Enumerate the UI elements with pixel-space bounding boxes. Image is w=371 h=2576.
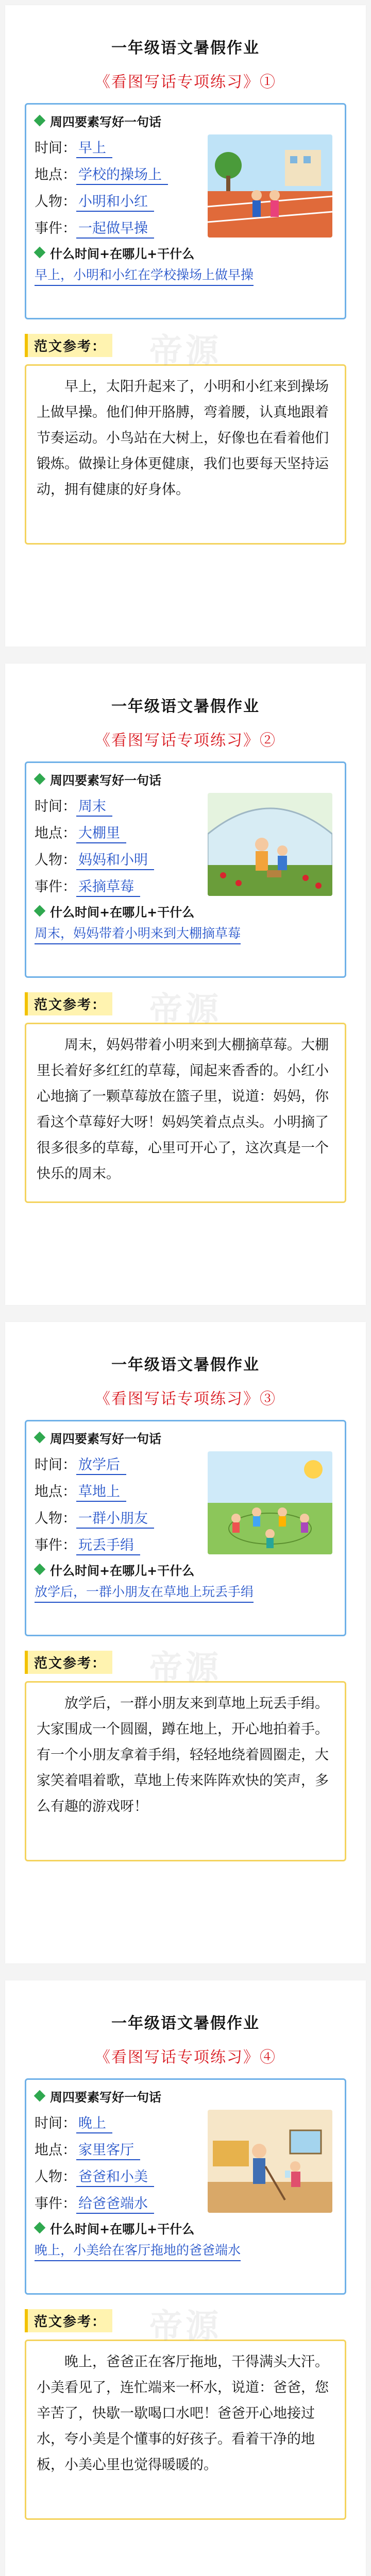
diamond-bullet-icon [34, 773, 46, 785]
field-value: 放学后 [76, 1456, 126, 1475]
essay-tag: 范文参考： [25, 2309, 112, 2332]
worksheet-subtitle: 《看图写话专项练习》③ [95, 1390, 276, 1408]
diamond-bullet-icon [34, 2090, 46, 2102]
field-label: 地点： [35, 825, 76, 841]
essay-card [25, 364, 346, 545]
essay-card [25, 1681, 346, 1861]
worksheet-subtitle: 《看图写话专项练习》④ [95, 2048, 276, 2066]
illustration-schoolyard [208, 134, 332, 238]
field-label: 人物： [35, 194, 76, 210]
worksheet-subtitle: 《看图写话专项练习》① [95, 73, 276, 91]
question-text: 周四要素写好一句话 [50, 772, 161, 788]
field-label: 人物： [35, 1511, 76, 1527]
essay-tag: 范文参考： [25, 334, 112, 357]
answer-sentence: 放学后，一群小朋友在草地上玩丢手绢 [35, 1582, 254, 1603]
question-heading [35, 112, 336, 129]
watermark: 帝源 [149, 990, 222, 1029]
field-value: 周末 [76, 798, 112, 817]
diamond-bullet-icon [34, 1432, 46, 1444]
worksheet-title: 一年级语文暑假作业 [111, 698, 260, 716]
field-value: 给爸爸端水 [76, 2195, 154, 2214]
field-value: 玩丢手绢 [76, 1537, 140, 1555]
field-value: 大棚里 [76, 825, 126, 843]
essay-text: 早上，太阳升起来了，小明和小红来到操场上做早操。他们伸开胳膊，弯着腰，认真地跟着节奏运动。小鸟站在大树上，好像也在看着他们锻炼。做操让身体更健康，我们也要每天坚持运动，拥有健康的好身体。 [37, 379, 329, 498]
diamond-bullet-icon [34, 905, 46, 917]
essay-text: 周末，妈妈带着小明来到大棚摘草莓。大棚里长着好多红红的草莓，闻起来香香的。小红小心地摘了一颗草莓放在篮子里，说道：妈妈，你看这个草莓好大呀！妈妈笑着点点头。小明摘了很多很多的草莓，心里可开心了，这次真是一个快乐的周末。 [37, 1037, 329, 1182]
question-card [25, 103, 346, 319]
answer-sentence: 早上，小明和小红在学校操场上做早操 [35, 265, 254, 286]
field-value: 晚上 [76, 2115, 112, 2133]
field-label: 事件： [35, 2196, 76, 2212]
worksheet-subtitle: 《看图写话专项练习》② [95, 732, 276, 750]
field-value: 一群小朋友 [76, 1510, 154, 1529]
diamond-bullet-icon [34, 247, 46, 259]
question-text: 什么时间+在哪儿+干什么 [50, 2221, 195, 2236]
worksheet-title: 一年级语文暑假作业 [111, 39, 260, 57]
question-card [25, 2078, 346, 2295]
watermark: 帝源 [149, 332, 222, 370]
question-text: 什么时间+在哪儿+干什么 [50, 1563, 195, 1578]
question-text: 周四要素写好一句话 [50, 1431, 161, 1446]
essay-text: 放学后，一群小朋友来到草地上玩丢手绢。大家围成一个圆圈，蹲在地上，开心地拍着手。有一个小朋友拿着手绢，轻轻地绕着圆圈走，大家笑着唱着歌，草地上传来阵阵欢快的笑声，多么有趣的游戏呀！ [37, 1696, 329, 1815]
question-heading [35, 770, 336, 788]
diamond-bullet-icon [34, 1564, 46, 1575]
field-label: 事件： [35, 879, 76, 895]
answer-sentence: 周末，妈妈带着小明来到大棚摘草莓 [35, 924, 241, 944]
question-heading [35, 244, 336, 261]
field-value: 爸爸和小美 [76, 2168, 154, 2187]
question-heading [35, 1561, 336, 1578]
field-label: 地点： [35, 2142, 76, 2158]
question-heading [35, 2087, 336, 2105]
worksheet [5, 664, 366, 1305]
worksheet-title: 一年级语文暑假作业 [111, 1356, 260, 1374]
field-label: 地点： [35, 1484, 76, 1500]
field-label: 事件： [35, 221, 76, 236]
essay-card [25, 1023, 346, 1203]
watermark: 帝源 [149, 1649, 222, 1687]
field-value: 家里客厅 [76, 2142, 140, 2160]
field-value: 早上 [76, 140, 112, 158]
question-text: 周四要素写好一句话 [50, 2089, 161, 2105]
field-value: 妈妈和小明 [76, 852, 154, 870]
essay-tag: 范文参考： [25, 1651, 112, 1674]
essay-text: 晚上，爸爸正在客厅拖地，干得满头大汗。小美看见了，连忙端来一杯水，说道：爸爸，您辛苦了，快歇一歇喝口水吧！爸爸开心地接过水，夸小美是个懂事的好孩子。看着干净的地板，小美心里也觉得暖暖的。 [37, 2354, 329, 2473]
question-heading [35, 1429, 336, 1446]
illustration-livingroom [208, 2110, 332, 2213]
diamond-bullet-icon [34, 2222, 46, 2234]
answer-sentence: 晚上，小美给在客厅拖地的爸爸端水 [35, 2241, 241, 2261]
question-card [25, 1420, 346, 1636]
essay-card [25, 2340, 346, 2520]
field-value: 草地上 [76, 1483, 126, 1502]
worksheet [5, 1980, 366, 2576]
watermark: 帝源 [149, 2307, 222, 2346]
field-label: 时间： [35, 140, 76, 156]
illustration-meadow [208, 1451, 332, 1554]
question-heading [35, 902, 336, 920]
field-label: 时间： [35, 799, 76, 815]
field-value: 学校的操场上 [76, 166, 168, 185]
worksheet [5, 5, 366, 647]
field-label: 事件： [35, 1537, 76, 1553]
field-label: 人物： [35, 2169, 76, 2185]
worksheet [5, 1322, 366, 1963]
worksheet-title: 一年级语文暑假作业 [111, 2014, 260, 2032]
essay-tag: 范文参考： [25, 992, 112, 1015]
question-card [25, 761, 346, 978]
field-value: 采摘草莓 [76, 878, 140, 897]
diamond-bullet-icon [34, 115, 46, 127]
question-text: 什么时间+在哪儿+干什么 [50, 904, 195, 920]
field-value: 一起做早操 [76, 220, 154, 239]
question-text: 周四要素写好一句话 [50, 114, 161, 129]
field-label: 地点： [35, 167, 76, 183]
illustration-greenhouse [208, 793, 332, 896]
field-label: 时间： [35, 2115, 76, 2131]
question-text: 什么时间+在哪儿+干什么 [50, 246, 195, 261]
field-value: 小明和小红 [76, 193, 154, 212]
field-label: 时间： [35, 1457, 76, 1473]
question-heading [35, 2219, 336, 2236]
field-label: 人物： [35, 852, 76, 868]
